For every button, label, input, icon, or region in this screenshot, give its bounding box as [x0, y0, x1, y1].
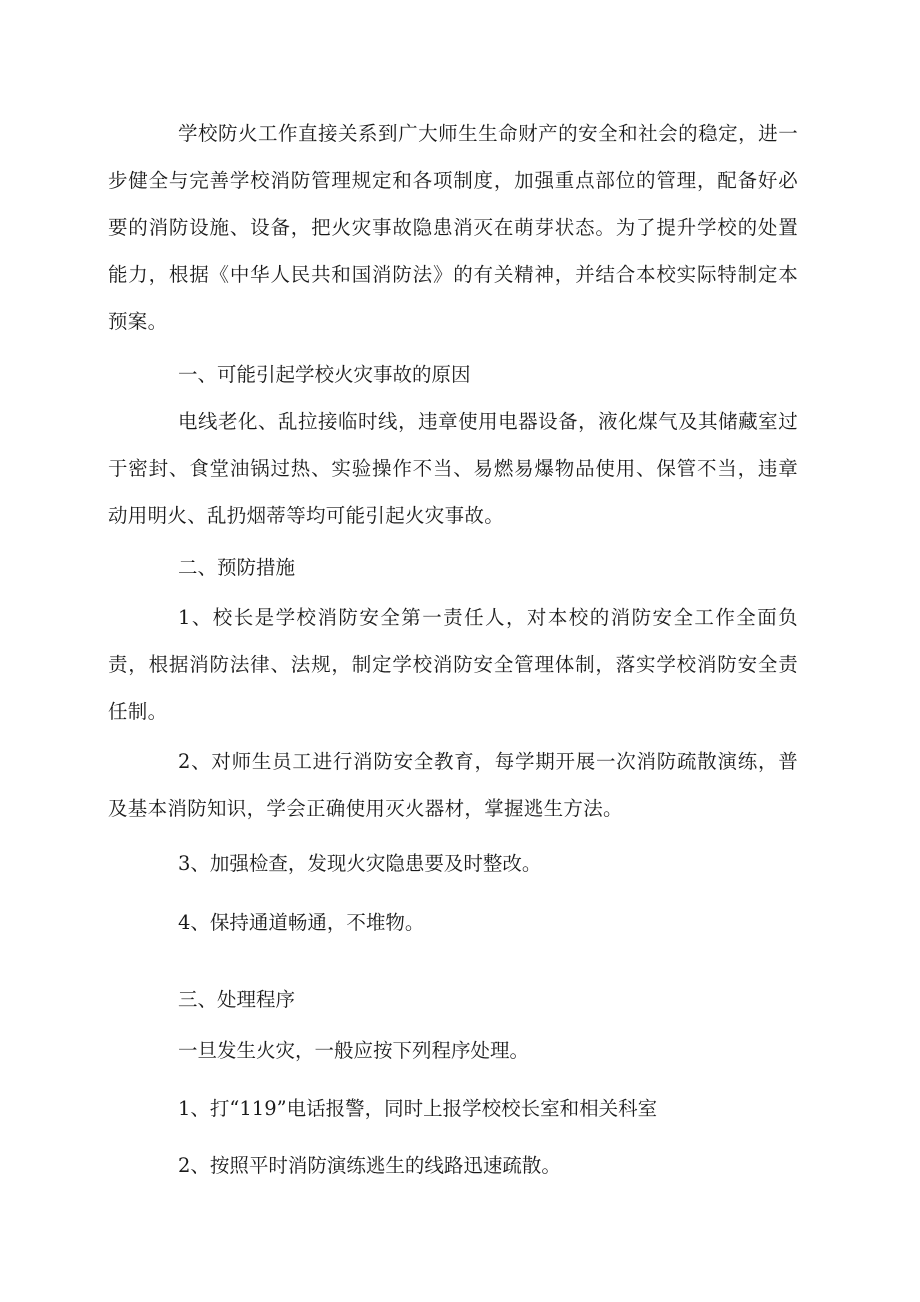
section1-body: 电线老化、乱拉接临时线，违章使用电器设备，液化煤气及其储藏室过于密封、食堂油锅过热、实验操作不当、易燃易爆物品使用、保管不当，违章动用明火、乱扔烟蒂等均可能引起火灾事故。 [108, 410, 798, 527]
section2-heading: 二、预防措施 [178, 556, 296, 579]
section2-item-4: 4、保持通道畅通，不堆物。 [178, 911, 425, 934]
section2-item-3: 3、加强检查，发现火灾隐患要及时整改。 [178, 852, 542, 875]
section2-item-2: 2、对师生员工进行消防安全教育，每学期开展一次消防疏散演练，普及基本消防知识，学会正确使用灭火器材，掌握逃生方法。 [108, 750, 798, 820]
section3-intro: 一旦发生火灾，一般应按下列程序处理。 [178, 1039, 530, 1062]
section1-heading: 一、可能引起学校火灾事故的原因 [178, 363, 471, 386]
section3-item-2: 2、按照平时消防演练逃生的线路迅速疏散。 [178, 1154, 561, 1177]
section3-item-1: 1、打“119”电话报警，同时上报学校校长室和相关科室 [178, 1097, 658, 1120]
intro-paragraph: 学校防火工作直接关系到广大师生生命财产的安全和社会的稳定，进一步健全与完善学校消防管理规定和各项制度，加强重点部位的管理，配备好必要的消防设施、设备，把火灾事故隐患消灭在萌芽状态。为了提升学校的处置能力，根据《中华人民共和国消防法》的有关精神，并结合本校实际特制定本预案。 [108, 122, 798, 333]
section2-item-1: 1、校长是学校消防安全第一责任人，对本校的消防安全工作全面负责，根据消防法律、法规，制定学校消防安全管理体制，落实学校消防安全责任制。 [108, 606, 798, 723]
section3-heading: 三、处理程序 [178, 988, 296, 1011]
